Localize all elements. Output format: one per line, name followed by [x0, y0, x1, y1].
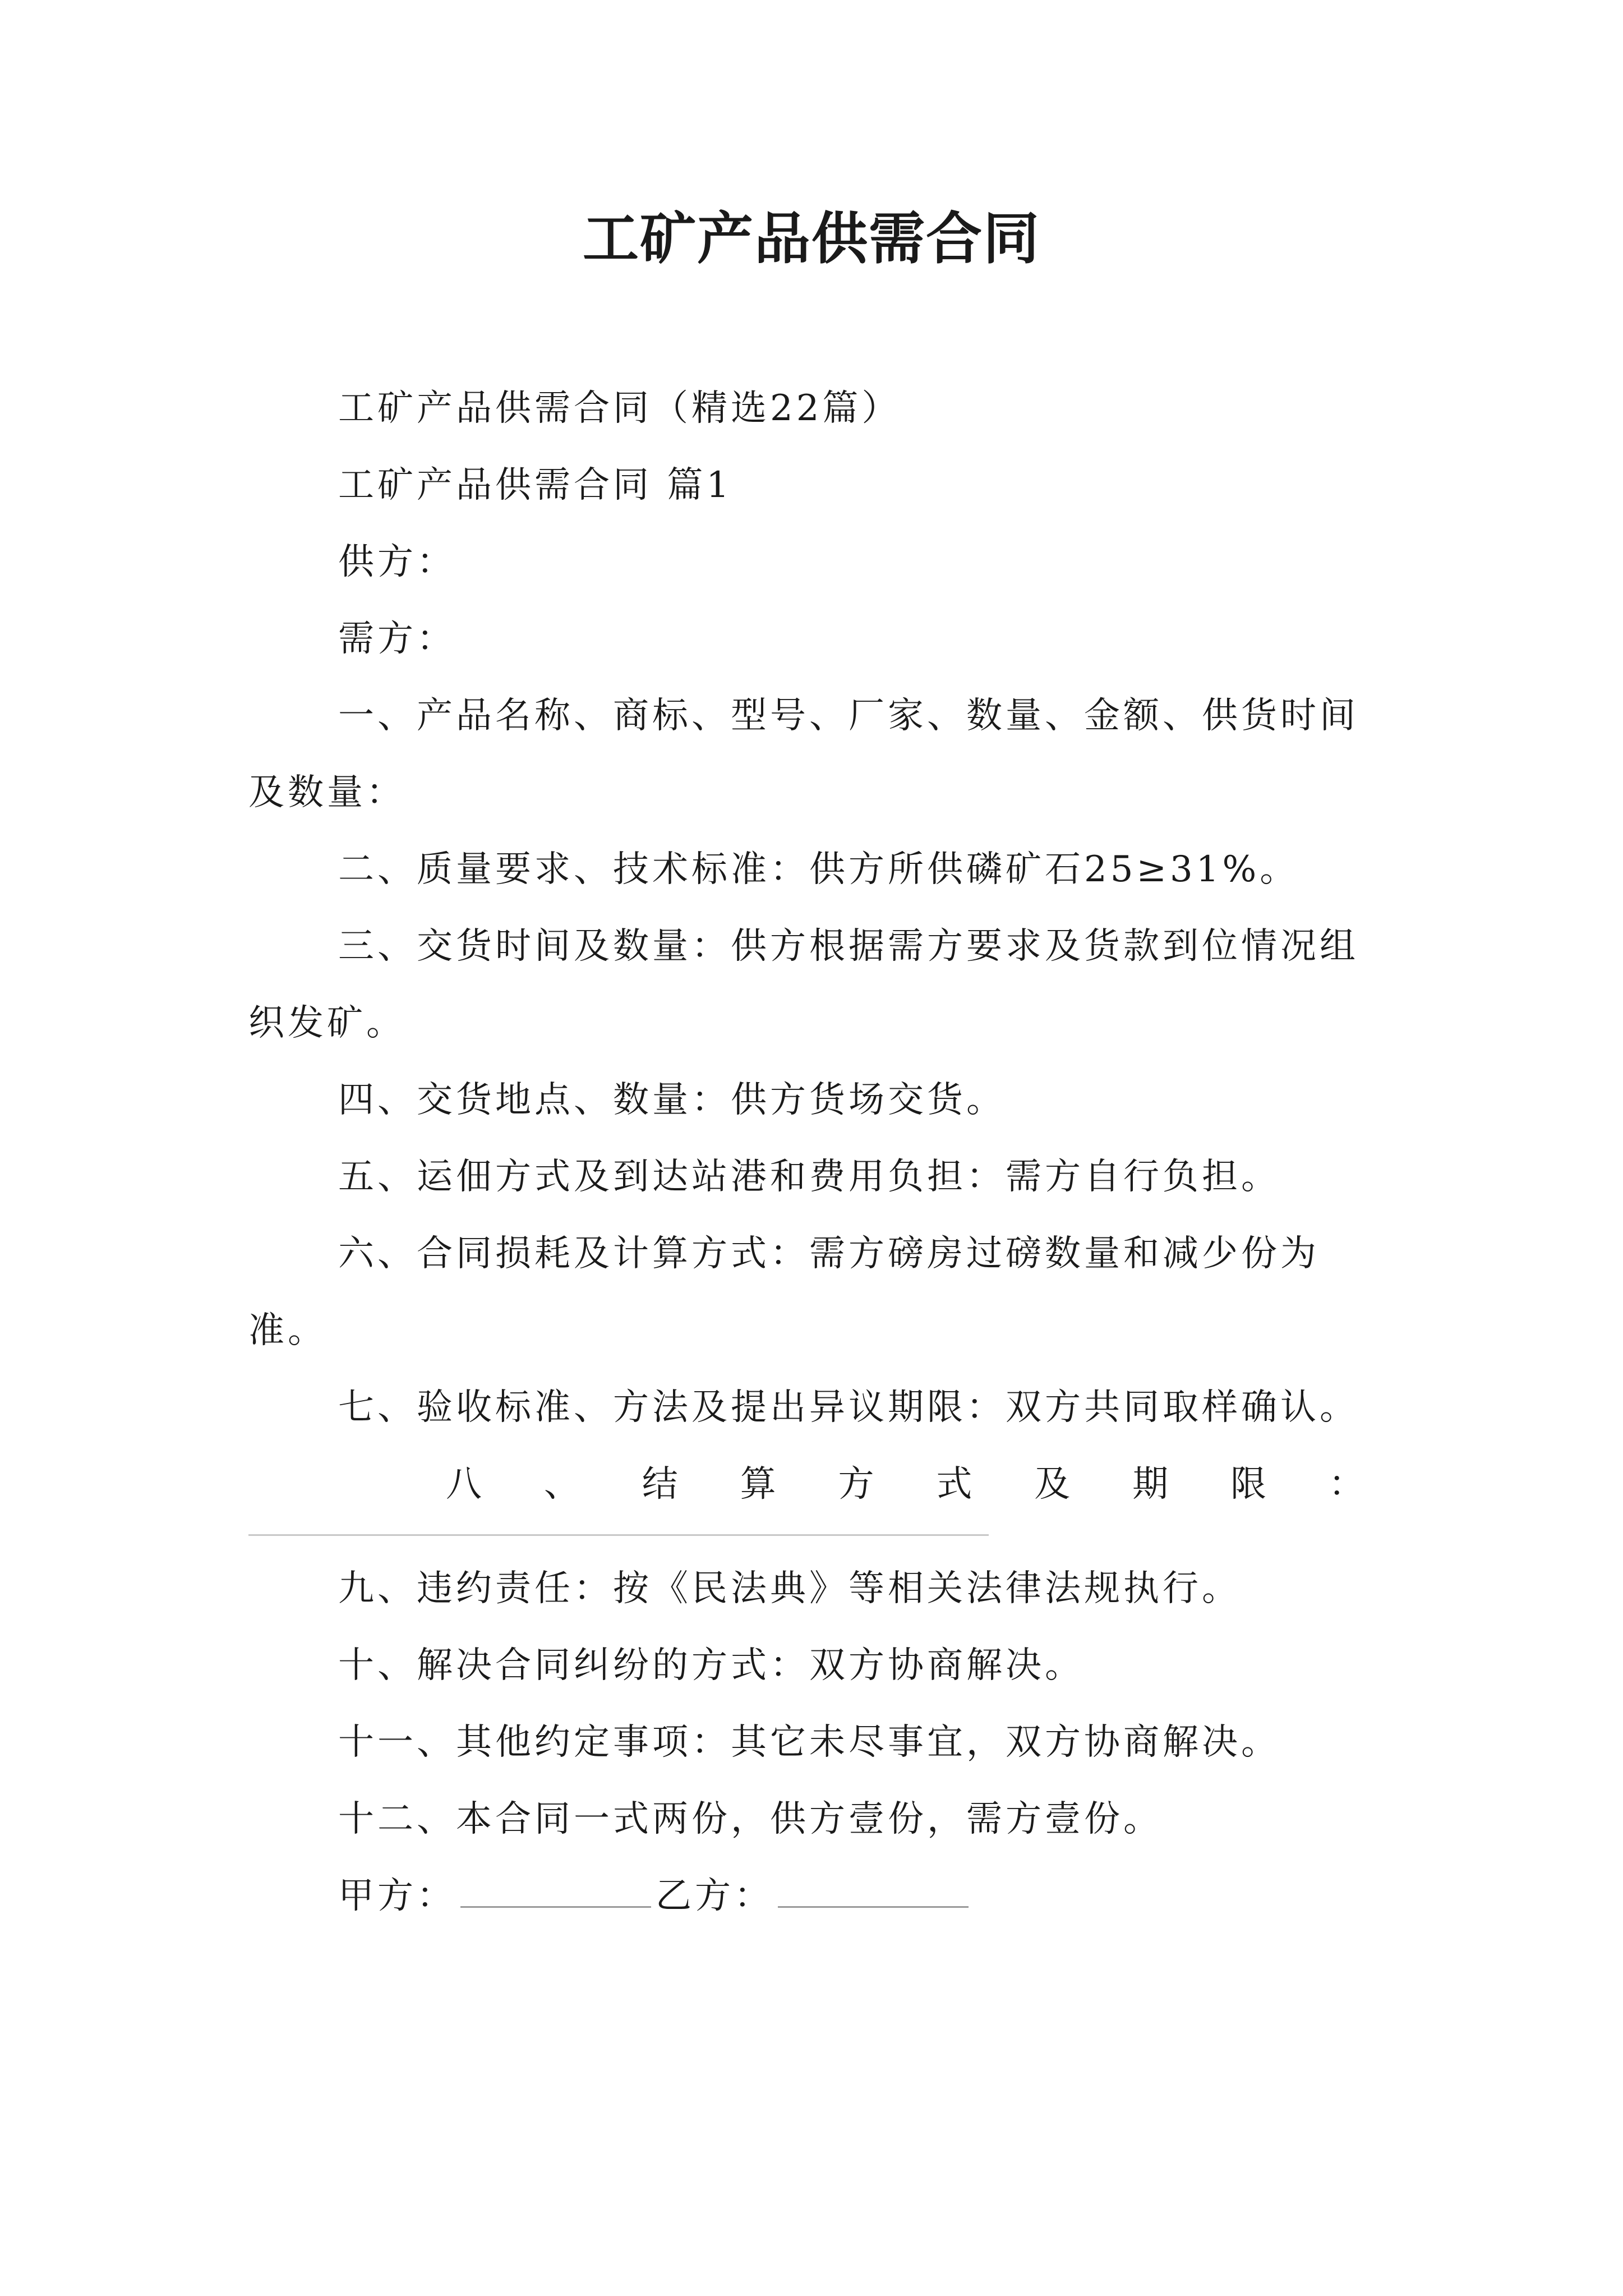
clause-4: 四、交货地点、数量：供方货场交货。	[338, 1079, 1006, 1121]
clause-7: 七、验收标准、方法及提出异议期限：双方共同取样确认。	[338, 1387, 1359, 1428]
party-a-signature-blank	[460, 1875, 651, 1908]
clause-5: 五、运佃方式及到达站港和费用负担：需方自行负担。	[338, 1156, 1280, 1198]
settlement-char: 式	[936, 1464, 972, 1505]
paragraph-buyer: 需方：	[338, 618, 456, 660]
settlement-char: 限	[1230, 1464, 1266, 1505]
settlement-blank-line	[248, 1534, 989, 1536]
settlement-char: 及	[1034, 1464, 1071, 1505]
paragraph-section-heading: 工矿产品供需合同 篇1	[338, 464, 733, 506]
clause-12: 十二、本合同一式两份，供方壹份，需方壹份。	[338, 1798, 1163, 1840]
settlement-char: 算	[740, 1464, 776, 1505]
clause-9: 九、违约责任：按《民法典》等相关法律法规执行。	[338, 1568, 1241, 1609]
settlement-char: 、	[543, 1464, 580, 1505]
clause-1: 一、产品名称、商标、型号、厂家、数量、金额、供货时间及数量：	[248, 695, 1359, 813]
clause-8-settlement	[248, 1446, 1376, 1523]
paragraph-supplier: 供方：	[338, 541, 456, 583]
settlement-char: 期	[1132, 1464, 1169, 1505]
settlement-char: 八	[446, 1464, 482, 1505]
clause-6: 六、合同损耗及计算方式：需方磅房过磅数量和减少份为准。	[248, 1233, 1320, 1351]
clause-2: 二、质量要求、技术标准：供方所供磷矿石25≥31%。	[338, 849, 1299, 890]
document-title: 工矿产品供需合同	[583, 205, 1040, 272]
clause-10: 十、解决合同纠纷的方式：双方协商解决。	[338, 1645, 1084, 1686]
settlement-char: 结	[642, 1464, 678, 1505]
document-body	[248, 370, 1376, 1935]
party-a-label: 甲方：	[338, 1875, 456, 1917]
settlement-char: 方	[838, 1464, 874, 1505]
clause-11: 十一、其他约定事项：其它未尽事宜，双方协商解决。	[338, 1722, 1280, 1763]
clause-3: 三、交货时间及数量：供方根据需方要求及货款到位情况组织发矿。	[248, 926, 1359, 1044]
party-b-signature-blank	[778, 1875, 969, 1908]
settlement-char: ：	[1328, 1464, 1364, 1505]
signature-row	[248, 1858, 1376, 1935]
paragraph-subtitle: 工矿产品供需合同（精选22篇）	[338, 388, 901, 429]
party-b-label: 乙方：	[656, 1875, 773, 1917]
